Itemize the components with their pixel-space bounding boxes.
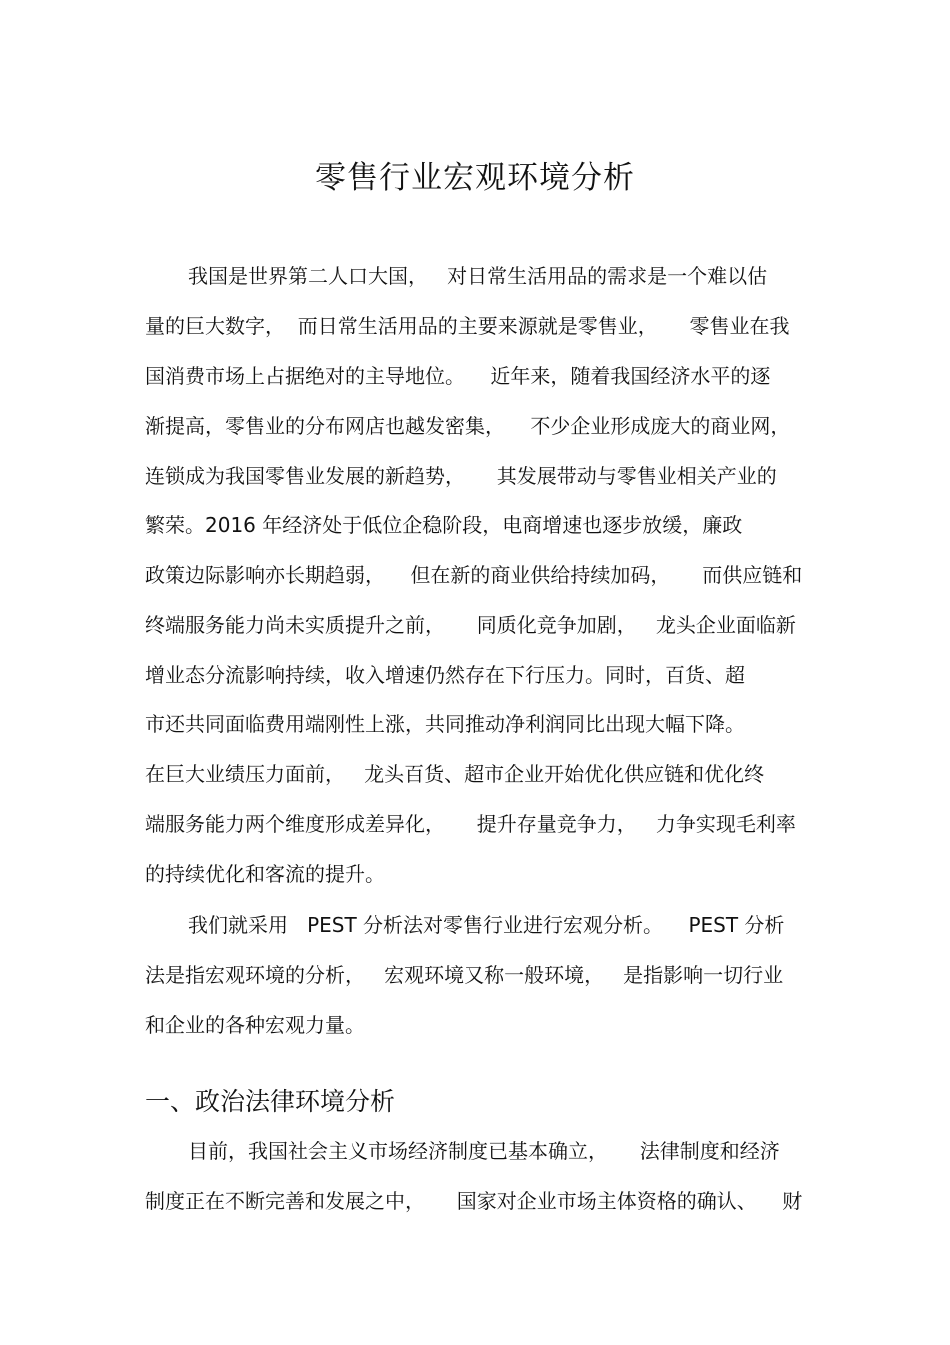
document-title: 零售行业宏观环境分析 [315, 160, 635, 196]
section-heading-political-legal: 一、政治法律环境分析 [145, 1087, 396, 1116]
text-line: 终端服务能力尚未实质提升之前， 同质化竞争加剧， 龙头企业面临新 [145, 613, 796, 637]
text-line: 法是指宏观环境的分析， 宏观环境又称一般环境， 是指影响一切行业 [145, 963, 784, 987]
text-line: 制度正在不断完善和发展之中， 国家对企业市场主体资格的确认、 财 [145, 1189, 803, 1213]
text-line: 连锁成为我国零售业发展的新趋势， 其发展带动与零售业相关产业的 [145, 464, 777, 488]
text-line: 市还共同面临费用端刚性上涨，共同推动净利润同比出现大幅下降。 [145, 712, 745, 736]
text-line: 量的巨大数字， 而日常生活用品的主要来源就是零售业， 零售业在我 [145, 314, 790, 338]
text-line: 目前，我国社会主义市场经济制度已基本确立， 法律制度和经济 [188, 1139, 780, 1163]
text-line: 端服务能力两个维度形成差异化， 提升存量竞争力， 力争实现毛利率 [145, 812, 796, 836]
text-line: 繁荣。2016 年经济处于低位企稳阶段，电商增速也逐步放缓，廉政 [145, 513, 743, 537]
text-line: 我们就采用 PEST 分析法对零售行业进行宏观分析。 PEST 分析 [188, 913, 785, 937]
text-line: 和企业的各种宏观力量。 [145, 1013, 365, 1037]
text-line: 我国是世界第二人口大国， 对日常生活用品的需求是一个难以估 [188, 264, 768, 288]
text-line: 国消费市场上占据绝对的主导地位。 近年来，随着我国经济水平的逐 [145, 364, 771, 388]
text-line: 增业态分流影响持续，收入增速仍然存在下行压力。同时，百货、超 [145, 663, 745, 687]
text-line: 的持续优化和客流的提升。 [145, 862, 385, 886]
text-line: 在巨大业绩压力面前， 龙头百货、超市企业开始优化供应链和优化终 [145, 762, 765, 786]
text-line: 政策边际影响亦长期趋弱， 但在新的商业供给持续加码， 而供应链和 [145, 563, 803, 587]
text-line: 渐提高，零售业的分布网店也越发密集， 不少企业形成庞大的商业网， [145, 414, 791, 438]
